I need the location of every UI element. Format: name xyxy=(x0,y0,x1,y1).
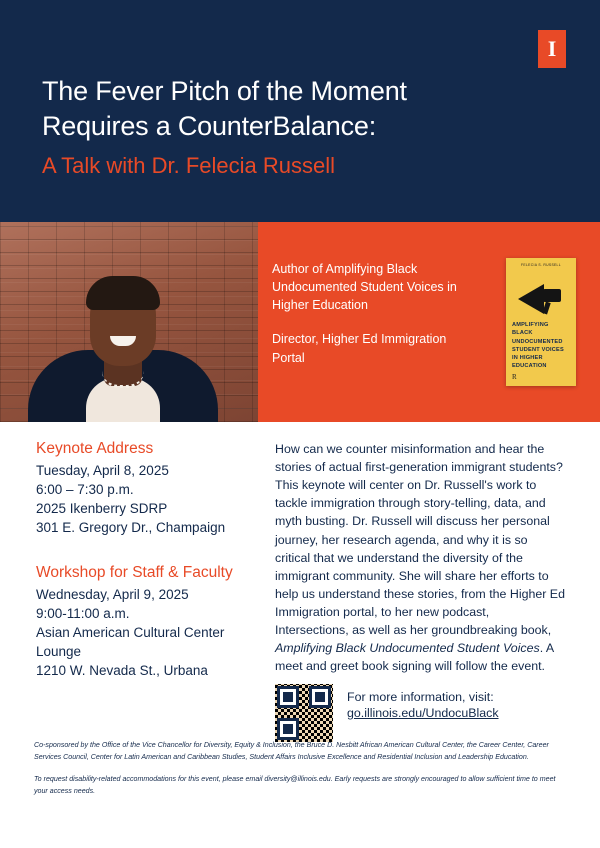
qr-finder-top-left xyxy=(277,686,299,708)
more-info-link[interactable]: go.illinois.edu/UndocuBlack xyxy=(347,706,499,720)
page-subtitle: A Talk with Dr. Felecia Russell xyxy=(42,153,336,179)
event-heading: Keynote Address xyxy=(36,440,154,457)
portrait-hair xyxy=(86,276,160,310)
description-part-2: . A meet and greet book signing will follow the event. xyxy=(275,641,554,674)
event-venue: 2025 Ikenberry SDRP xyxy=(36,501,168,517)
event-address: 1210 W. Nevada St., Urbana xyxy=(36,663,208,679)
more-info-row xyxy=(275,684,499,742)
book-cover xyxy=(506,258,576,386)
event-heading: Workshop for Staff & Faculty xyxy=(36,563,233,581)
event-time: 9:00-11:00 a.m. xyxy=(36,605,130,621)
poster-body xyxy=(0,422,600,720)
speaker-credentials xyxy=(258,222,600,422)
event-date: Wednesday, April 9, 2025 xyxy=(36,586,189,602)
book-cover-title: AMPLIFYING BLACK UNDOCUMENTED STUDENT VOICES IN HIGHER EDUCATION xyxy=(512,322,564,369)
qr-finder-top-right xyxy=(309,686,331,708)
footer-accessibility: To request disability-related accommodations for this event, please email diversity@illinois.edu. Early requests are strongly encouraged to allow sufficient time to meet your access needs. xyxy=(34,775,556,796)
description-column xyxy=(275,440,565,675)
description-book-title: Amplifying Black Undocumented Student Voices xyxy=(275,641,540,656)
megaphone-body xyxy=(543,289,561,302)
poster-footer xyxy=(34,740,566,798)
speaker-portrait-illustration xyxy=(28,232,218,422)
megaphone-cone xyxy=(518,284,544,314)
event-venue: Asian American Cultural Center Lounge xyxy=(36,624,225,660)
speaker-band xyxy=(0,222,600,422)
event-time: 6:00 – 7:30 p.m. xyxy=(36,482,134,498)
footer-sponsors: Co-sponsored by the Office of the Vice Chancellor for Diversity, Equity & Inclusion, the Bruce D. Nesbitt African American Cultural Center, the Career Center, Career Services Council, Center for Latin American and Caribbean Studies, Student Affairs Inclusive Excellence and Residential Inclusion and Leadership Education. xyxy=(34,741,549,761)
book-cover-author: FELECIA S. RUSSELL xyxy=(521,263,561,267)
more-info-text xyxy=(347,684,499,720)
logo-letter: I xyxy=(547,36,557,61)
events-column xyxy=(36,440,266,680)
description-part-1: How can we counter misinformation and hear the stories of actual first-generation immigrant students? This keynote will center on Dr. Russell's work to tackle immigration through story-telling, data, and myth busting. Dr. Russell will discuss her personal journey, her research agenda, and why it is so critical that we understand the diversity of the immigrant community. She will share her efforts to help us understand these stories, from the Higher Ed Immigration portal, to her new podcast, Intersections, as well as her groundbreaking book, xyxy=(275,442,565,638)
page-title xyxy=(42,74,570,143)
credential-author: Author of Amplifying Black Undocumented Student Voices in Higher Education xyxy=(272,262,457,313)
event-keynote xyxy=(36,440,266,538)
title-line-2: Requires a CounterBalance: xyxy=(42,110,377,141)
illinois-logo xyxy=(538,30,566,68)
event-description xyxy=(275,440,565,675)
qr-finder-bottom-left xyxy=(277,718,299,740)
megaphone-icon xyxy=(514,276,568,324)
qr-code[interactable] xyxy=(275,684,333,742)
more-info-label: For more information, visit: xyxy=(347,690,494,704)
poster-header xyxy=(0,0,600,222)
title-line-1: The Fever Pitch of the Moment xyxy=(42,76,407,106)
event-date: Tuesday, April 8, 2025 xyxy=(36,463,169,478)
speaker-photo xyxy=(0,222,258,422)
event-workshop xyxy=(36,564,266,681)
credential-director: Director, Higher Ed Immigration Portal xyxy=(272,332,447,365)
event-address: 301 E. Gregory Dr., Champaign xyxy=(36,520,226,536)
book-cover-publisher: R xyxy=(512,373,517,381)
